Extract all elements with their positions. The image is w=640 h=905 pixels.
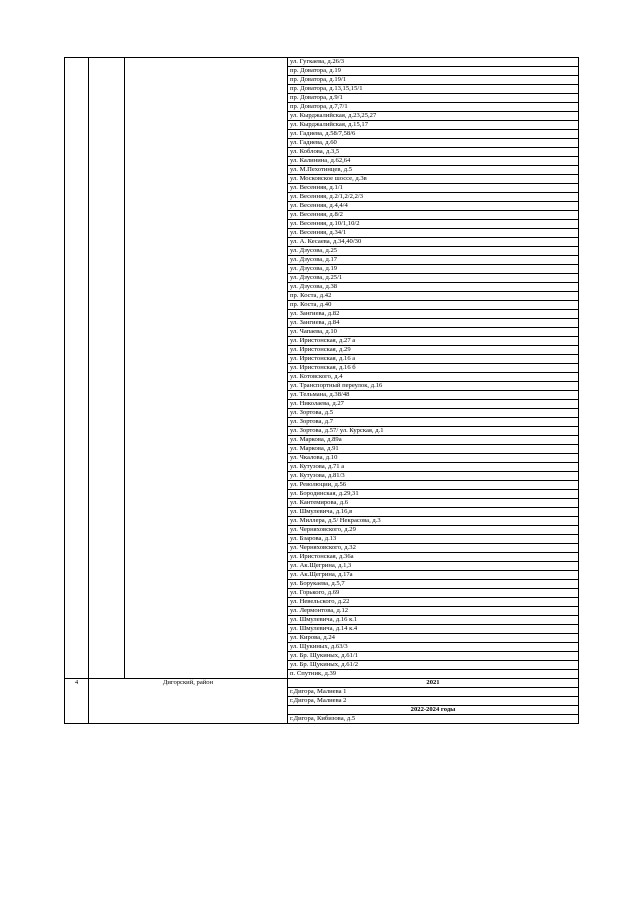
street-address: ул. Шмулевича, д.14 к.4: [288, 625, 579, 634]
district-cell: [89, 58, 125, 679]
street-address: ул. Дзусова, д.17: [288, 256, 579, 265]
street-address: ул. Миллера, д.5/ Некрасова, д.3: [288, 517, 579, 526]
street-address: ул. Дзусова, д.25: [288, 247, 579, 256]
street-address: ул. Иристонская, д.29: [288, 346, 579, 355]
address-table-body: [65, 58, 579, 724]
year-cell: [125, 58, 288, 679]
district-number: 4: [65, 679, 89, 724]
row-number-cell: [65, 58, 89, 679]
street-address: ул. Черняховского, д.29: [288, 526, 579, 535]
address-table: [64, 57, 579, 724]
street-address: пр. Доватора, д.13,15,15/1: [288, 85, 579, 94]
street-address: ул. Весенняя, д.10/1,10/2: [288, 220, 579, 229]
street-address: ул. Тельмана, д.38/48: [288, 391, 579, 400]
street-address: ул. Борукаева, д.5,7: [288, 580, 579, 589]
street-address: ул. Революции, д.56: [288, 481, 579, 490]
street-address: пр. Доватора, д.19/1: [288, 76, 579, 85]
street-address: ул. Щукиных, д.63/3: [288, 643, 579, 652]
street-address: ул. Зортова, д.5: [288, 409, 579, 418]
street-address: ул. Николаева, д.27: [288, 400, 579, 409]
street-address: ул. Ак.Щегрина, д.17а: [288, 571, 579, 580]
street-address: ул. Иристонская, д.27 а: [288, 337, 579, 346]
street-address: ул. Чкалова, д.10: [288, 454, 579, 463]
street-address: ул. Гадиева, д.58/7,58/6: [288, 130, 579, 139]
street-address: ул. Чапаева, д.10: [288, 328, 579, 337]
street-address: ул. Московское шоссе, д.3в: [288, 175, 579, 184]
street-address: ул. Дзусова, д.38: [288, 283, 579, 292]
street-address: ул. Гадиева, д.60: [288, 139, 579, 148]
street-address: ул. Маркова, д.91: [288, 445, 579, 454]
street-address: ул. Иристонская, д.16 а: [288, 355, 579, 364]
street-address: ул. Коблова, д.3,5: [288, 148, 579, 157]
street-address: ул. Кырджалийская, д.23,25,27: [288, 112, 579, 121]
street-address: ул. Кутузова, д.71 а: [288, 463, 579, 472]
street-address: ул. Зангиева, д.82: [288, 310, 579, 319]
street-address: ул. Калинина, д.62,64: [288, 157, 579, 166]
street-address: ул. Кантемирова, д.6: [288, 499, 579, 508]
street-address: пр. Доватора, д.9/1: [288, 94, 579, 103]
street-address: ул. Маркова, д.89а: [288, 436, 579, 445]
street-address: ул. Весенняя, д.1/1: [288, 184, 579, 193]
street-address: ул. Гугкаева, д.26/3: [288, 58, 579, 67]
street-address: пр. Коста, д.42: [288, 292, 579, 301]
street-address: ул. Котовского, д.4: [288, 373, 579, 382]
street-address: ул. Бзарова, д.13: [288, 535, 579, 544]
street-address: ул. Бородинская, д.29,31: [288, 490, 579, 499]
street-address: ул. А. Кесаева, д.34,40/30: [288, 238, 579, 247]
street-address: ул. Кырджалийская, д.15,17: [288, 121, 579, 130]
street-address: пр. Доватора, д.19: [288, 67, 579, 76]
street-address: ул. Весенняя, д.34/1: [288, 229, 579, 238]
street-address: ул. Кирова, д.24: [288, 634, 579, 643]
street-address: г.Дигора, Малиева 1: [288, 688, 579, 697]
street-address: ул. Шмулевича, д.16 к.1: [288, 616, 579, 625]
street-address: г.Дигора, Кибизова, д.5: [288, 715, 579, 724]
street-address: ул. М.Пехотинцев, д.5: [288, 166, 579, 175]
street-address: ул. Зортова, д.7: [288, 418, 579, 427]
street-address: ул. Бр. Щукиных, д.61/2: [288, 661, 579, 670]
street-address: ул. Зортова, д.57/ ул. Курская, д.1: [288, 427, 579, 436]
street-address: ул. Весенняя, д.2/1,2/2,2/3: [288, 193, 579, 202]
street-address: ул. Ак.Щегрина, д.1,3: [288, 562, 579, 571]
street-address: ул. Весенняя, д.8/2: [288, 211, 579, 220]
street-address: ул. Зангиева, д.84: [288, 319, 579, 328]
street-address: п. Спутник, д.39: [288, 670, 579, 679]
street-address: ул. Шмулевича, д.16,в: [288, 508, 579, 517]
street-address: пр. Доватора, д.7,7/1: [288, 103, 579, 112]
street-address: ул. Иристонская, д.36а: [288, 553, 579, 562]
district-name: Дигорский, район: [89, 679, 288, 724]
table-row: [65, 58, 579, 67]
table-row: [65, 679, 579, 688]
year-range-header: 2022-2024 годы: [288, 706, 579, 715]
street-address: ул. Дзусова, д.25/1: [288, 274, 579, 283]
street-address: ул. Черняховского, д.32: [288, 544, 579, 553]
street-address: ул. Весенняя, д.4,4/4: [288, 202, 579, 211]
street-address: ул. Горького, д.69: [288, 589, 579, 598]
street-address: ул. Бр. Щукиных, д.61/1: [288, 652, 579, 661]
street-address: ул. Невельского, д.22: [288, 598, 579, 607]
street-address: пр. Коста, д.40: [288, 301, 579, 310]
street-address: ул. Кутузова, д.81/3: [288, 472, 579, 481]
street-address: ул. Дзусова, д.19: [288, 265, 579, 274]
street-address: ул. Лермонтова, д.12: [288, 607, 579, 616]
year-header: 2021: [288, 679, 579, 688]
street-address: ул. Транспортный переулок, д.16: [288, 382, 579, 391]
street-address: ул. Иристонская, д.16 б: [288, 364, 579, 373]
street-address: г.Дигора, Малиева 2: [288, 697, 579, 706]
